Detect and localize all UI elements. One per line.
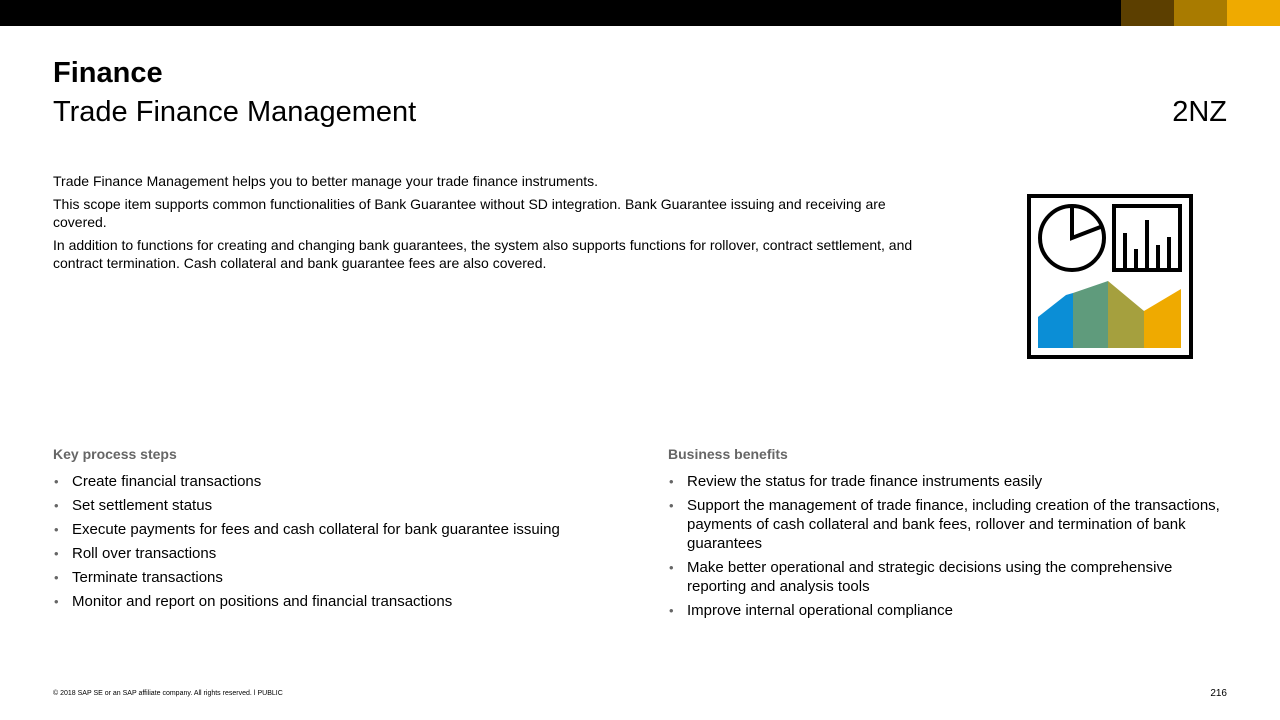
copyright-footer: © 2018 SAP SE or an SAP affiliate company. All rights reserved. ǀ PUBLIC (53, 690, 283, 697)
list-item: • Create financial transactions (53, 472, 633, 491)
brand-swatch-light (1227, 0, 1280, 26)
section-heading: Business benefits (668, 446, 788, 462)
list-item: • Improve internal operational compliance (668, 601, 1228, 620)
intro-paragraph: In addition to functions for creating and changing bank guarantees, the system also supports functions for rollover, contract settlement, and contract termination. Cash collateral and bank guarantee fees are also covered. (53, 237, 913, 271)
steps-list (53, 472, 633, 611)
page-number: 216 (1210, 688, 1227, 699)
page-title: Finance (53, 57, 163, 89)
list-item: • Set settlement status (53, 496, 633, 515)
page-subtitle: Trade Finance Management (53, 96, 417, 128)
list-item: • Roll over transactions (53, 544, 633, 563)
analytics-dashboard-icon (1026, 193, 1194, 360)
list-item: • Terminate transactions (53, 568, 633, 587)
scope-item-code: 2NZ (1172, 96, 1227, 128)
list-item: • Make better operational and strategic decisions using the comprehensive reporting and analysis tools (668, 558, 1228, 596)
intro-text (53, 172, 933, 277)
list-item: • Review the status for trade finance instruments easily (668, 472, 1228, 491)
section-heading: Key process steps (53, 446, 177, 462)
intro-paragraph: Trade Finance Management helps you to better manage your trade finance instruments. (53, 173, 599, 189)
area-segment (1038, 293, 1073, 348)
brand-swatch-dark (1121, 0, 1174, 26)
business-benefits (668, 445, 1228, 625)
list-item: • Support the management of trade finance, including creation of the transactions, payments of cash collateral and bank fees, rollover and termination of bank guarantees (668, 496, 1228, 553)
top-brand-bar (0, 0, 1280, 26)
benefits-list (668, 472, 1228, 620)
list-item: • Monitor and report on positions and financial transactions (53, 592, 633, 611)
intro-paragraph: This scope item supports common functionalities of Bank Guarantee without SD integration. Bank Guarantee issuing and receiving are covered. (53, 196, 886, 230)
area-segment (1073, 281, 1108, 348)
area-segment (1108, 281, 1144, 348)
area-segment (1144, 289, 1181, 348)
key-process-steps (53, 445, 633, 616)
list-item: • Execute payments for fees and cash collateral for bank guarantee issuing (53, 520, 633, 539)
brand-swatch-medium (1174, 0, 1227, 26)
